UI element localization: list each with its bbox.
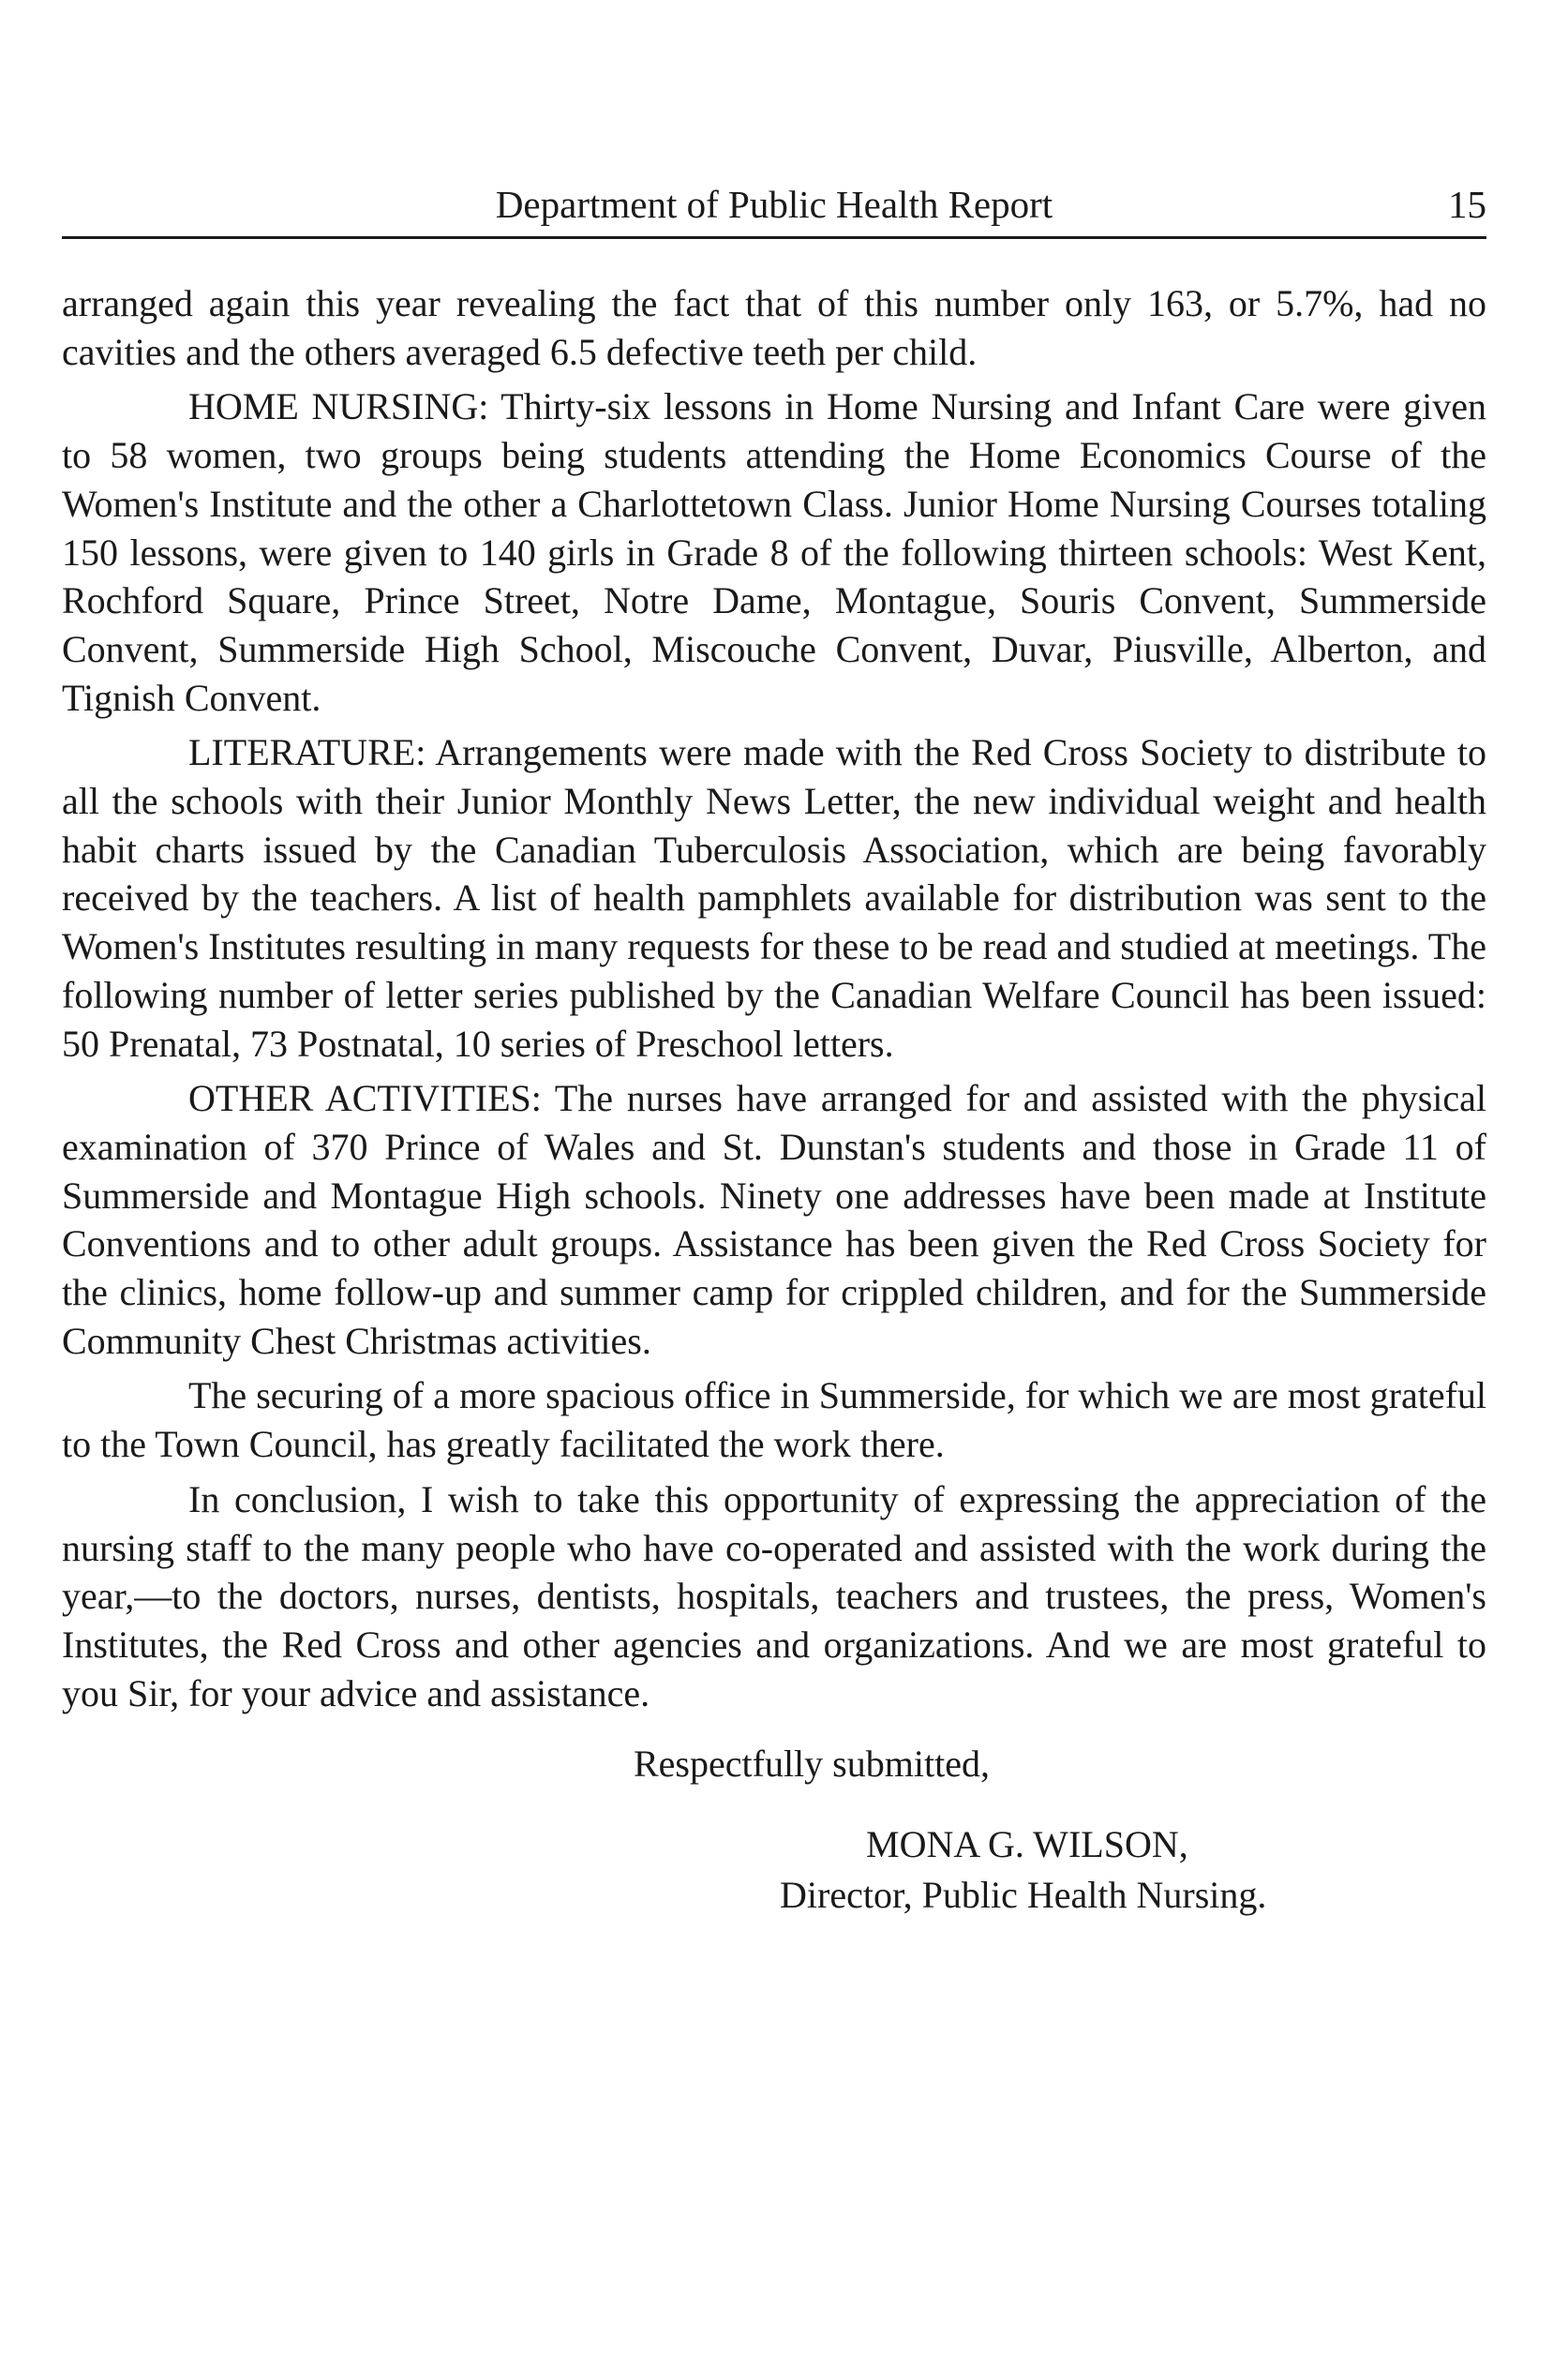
paragraph-conclusion: In conclusion, I wish to take this opportunity of expressing the appreciation of the nursing staff to the many people who have co-operated and assisted with the work during the year,—to the doctors, nurses, dentists, hospitals, teachers and trustees, the press, Women's Institutes, the Red Cross and other agencies and organizations. And we are most grateful to you Sir, for your advice and assistance. bbox=[62, 1477, 1486, 1714]
running-header bbox=[62, 178, 1486, 231]
document-page bbox=[62, 0, 1486, 2379]
header-rule bbox=[62, 236, 1486, 239]
body-text bbox=[62, 279, 1486, 1965]
signature-block bbox=[62, 1740, 1486, 1965]
paragraph-dental-continuation: arranged again this year revealing the fact that of this number only 163, or 5.7%, had no cavities and the others averaged 6.5 defective teeth per child. bbox=[62, 282, 1486, 373]
signature-closing: Respectfully submitted, bbox=[634, 1743, 990, 1786]
signature-title: Director, Public Health Nursing. bbox=[780, 1874, 1267, 1917]
paragraph-home-nursing: HOME NURSING: Thirty-six lessons in Home Nursing and Infant Care were given to 58 women, two groups being students attending the Home Economics Course of the Women's Institute and the other a Charlottetown Class. Junior Home Nursing Courses totaling 150 lessons, were given to 140 girls in Grade 8 of the following thirteen schools: West Kent, Rochford Square, Prince Street, Notre Dame, Montague, Souris Convent, Summerside Convent, Summerside High School, Miscouche Convent, Duvar, Piusville, Alberton, and Tignish Convent. bbox=[62, 385, 1486, 719]
paragraph-other-activities: OTHER ACTIVITIES: The nurses have arranged for and assisted with the physical examination of 370 Prince of Wales and St. Dunstan's students and those in Grade 11 of Summerside and Montague High schools. Ninety one addresses have been made at Institute Conventions and to other adult groups. Assistance has been given the Red Cross Society for the clinics, home follow-up and summer camp for crippled children, and for the Summerside Community Chest Christmas activities. bbox=[62, 1077, 1486, 1362]
header-title: Department of Public Health Report bbox=[495, 183, 1053, 226]
signature-name: MONA G. WILSON, bbox=[866, 1823, 1188, 1866]
paragraph-literature: LITERATURE: Arrangements were made with the Red Cross Society to distribute to all the schools with their Junior Monthly News Letter, the new individual weight and health habit charts issued by the Canadian Tuberculosis Association, which are being favorably received by the teachers. A list of health pamphlets available for distribution was sent to the Women's Institutes resulting in many requests for these to be read and studied at meetings. The following number of letter series published by the Canadian Welfare Council has been issued: 50 Prenatal, 73 Postnatal, 10 series of Preschool letters. bbox=[62, 731, 1486, 1065]
page-number: 15 bbox=[1448, 183, 1486, 226]
paragraph-summerside-office: The securing of a more spacious office in Summerside, for which we are most grateful to the Town Council, has greatly facilitated the work there. bbox=[62, 1374, 1486, 1466]
